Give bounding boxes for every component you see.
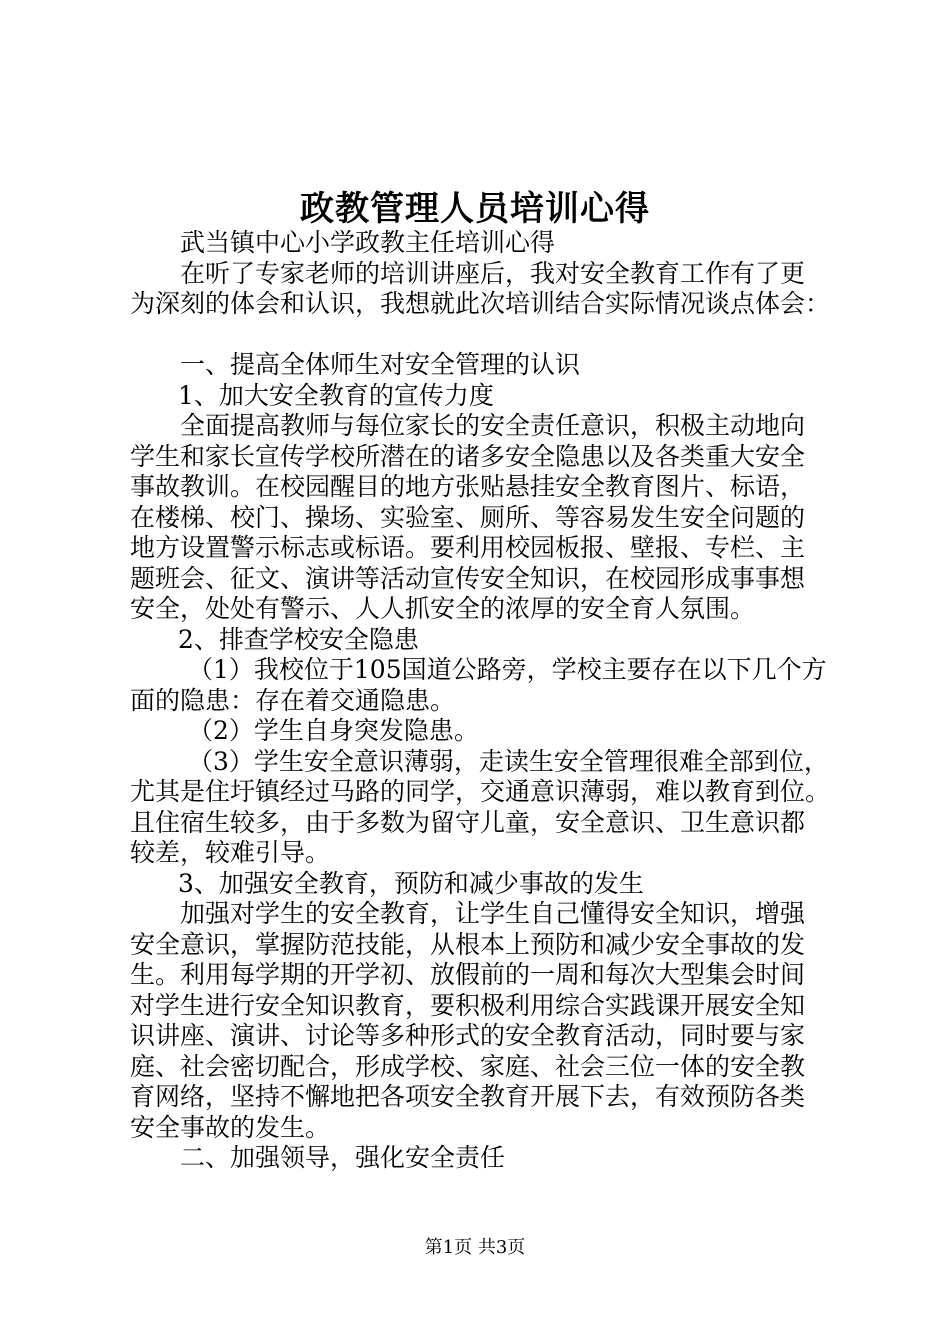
text-line: 尤其是住圩镇经过马路的同学，交通意识薄弱，难以教育到位。 [130, 777, 831, 806]
text-line: （2）学生自身突发隐患。 [188, 716, 479, 745]
subsection-heading: 1、加大安全教育的宣传力度 [178, 380, 494, 410]
text-line: 识讲座、演讲、讨论等多种形式的安全教育活动，同时要与家 [130, 1021, 806, 1050]
text-line: 生。利用每学期的开学初、放假前的一周和每次大型集会时间 [130, 960, 806, 989]
text-line: 为深刻的体会和认识，我想就此次培训结合实际情况谈点体会： [130, 289, 831, 318]
text-line: 全面提高教师与每位家长的安全责任意识，积极主动地向 [180, 411, 806, 440]
text-line: 学生和家长宣传学校所潜在的诸多安全隐患以及各类重大安全 [130, 441, 806, 471]
section-heading: 一、提高全体师生对安全管理的认识 [180, 350, 581, 379]
text-line: 安全事故的发生。 [130, 1112, 331, 1142]
document-body [130, 228, 845, 1174]
text-line: 武当镇中心小学政教主任培训心得 [180, 228, 556, 257]
text-line: 较差，较难引导。 [130, 838, 331, 867]
subsection-heading: 3、加强安全教育，预防和减少事故的发生 [178, 868, 644, 898]
text-line: 且住宿生较多，由于多数为留守儿童，安全意识、卫生意识都 [130, 807, 806, 837]
blank-line [130, 320, 845, 351]
text-line: 面的隐患：存在着交通隐患。 [130, 685, 456, 715]
text-line: 题班会、征文、演讲等活动宣传安全知识，在校园形成事事想 [130, 563, 806, 593]
text-line: 安全意识，掌握防范技能，从根本上预防和减少安全事故的发 [130, 929, 806, 959]
page-footer: 第1页 共3页 [424, 1237, 526, 1258]
subsection-heading: 2、排查学校安全隐患 [178, 624, 419, 654]
text-line: 在楼梯、校门、操场、实验室、厕所、等容易发生安全问题的 [130, 502, 806, 532]
text-line: 对学生进行安全知识教育，要积极利用综合实践课开展安全知 [130, 990, 806, 1020]
text-line: 地方设置警示标志或标语。要利用校园板报、壁报、专栏、主 [130, 533, 806, 562]
section-heading: 二、加强领导，强化安全责任 [180, 1143, 506, 1172]
page-title: 政教管理人员培训心得 [300, 189, 650, 229]
text-line: 加强对学生的安全教育，让学生自己懂得安全知识，增强 [180, 899, 806, 928]
text-line: （3）学生安全意识薄弱，走读生安全管理很难全部到位， [188, 746, 829, 776]
text-line: 事故教训。在校园醒目的地方张贴悬挂安全教育图片、标语， [130, 472, 806, 501]
text-line: （1）我校位于105国道公路旁，学校主要存在以下几个方 [188, 655, 827, 684]
text-line: 育网络，坚持不懈地把各项安全教育开展下去，有效预防各类 [130, 1082, 806, 1111]
text-line: 庭、社会密切配合，形成学校、家庭、社会三位一体的安全教 [130, 1051, 806, 1081]
text-line: 安全，处处有警示、人人抓安全的浓厚的安全育人氛围。 [130, 594, 756, 623]
text-line: 在听了专家老师的培训讲座后，我对安全教育工作有了更 [180, 258, 806, 288]
